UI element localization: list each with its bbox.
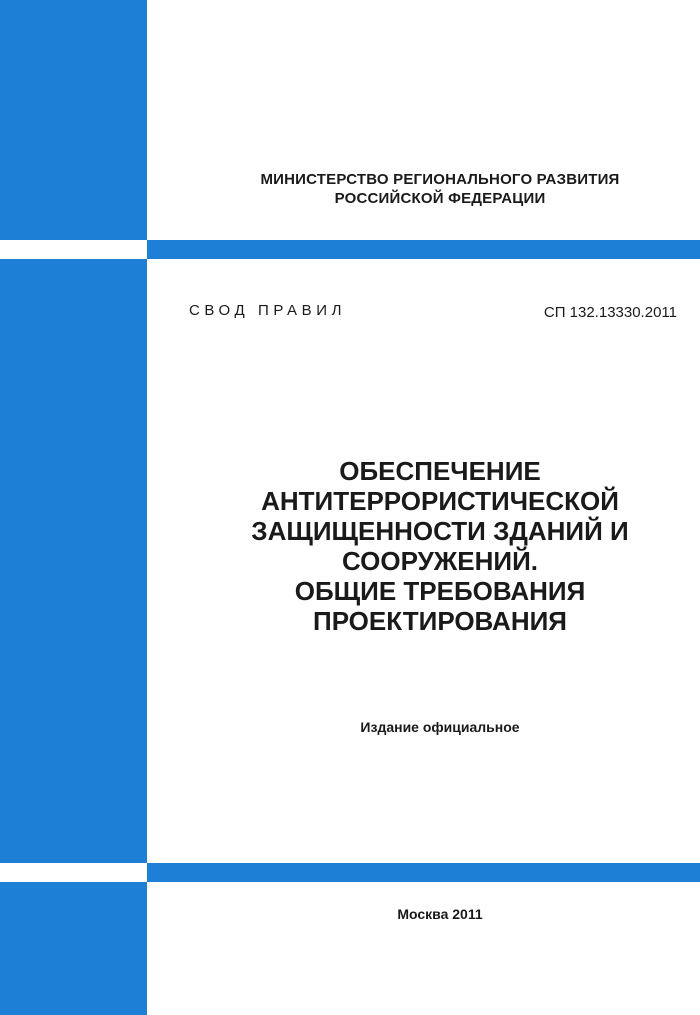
title-line: ОБЕСПЕЧЕНИЕ <box>339 456 541 486</box>
title-line: АНТИТЕРРОРИСТИЧЕСКОЙ <box>261 486 619 516</box>
title-line: ОБЩИЕ ТРЕБОВАНИЯ <box>294 576 586 606</box>
city-year-label: Москва 2011 <box>397 906 483 922</box>
title-line: ПРОЕКТИРОВАНИЯ <box>313 606 567 636</box>
ministry-line-2: РОССИЙСКОЙ ФЕДЕРАЦИИ <box>334 190 546 207</box>
document-title <box>175 456 700 636</box>
document-series: СВОД ПРАВИЛ <box>189 302 347 319</box>
ministry-line-1: МИНИСТЕРСТВО РЕГИОНАЛЬНОГО РАЗВИТИЯ <box>260 171 620 188</box>
spine-bottom-block <box>0 882 147 1015</box>
title-line: СООРУЖЕНИЙ. <box>342 546 538 576</box>
spine-middle-block <box>0 259 147 863</box>
title-line: ЗАЩИЩЕННОСТИ ЗДАНИЙ И <box>251 516 629 546</box>
bottom-divider-band <box>147 863 700 882</box>
spine-top-block <box>0 0 147 240</box>
ministry-heading <box>175 170 700 208</box>
document-code: СП 132.13330.2011 <box>543 304 677 321</box>
edition-label: Издание официальное <box>360 719 520 735</box>
top-divider-band <box>147 240 700 259</box>
